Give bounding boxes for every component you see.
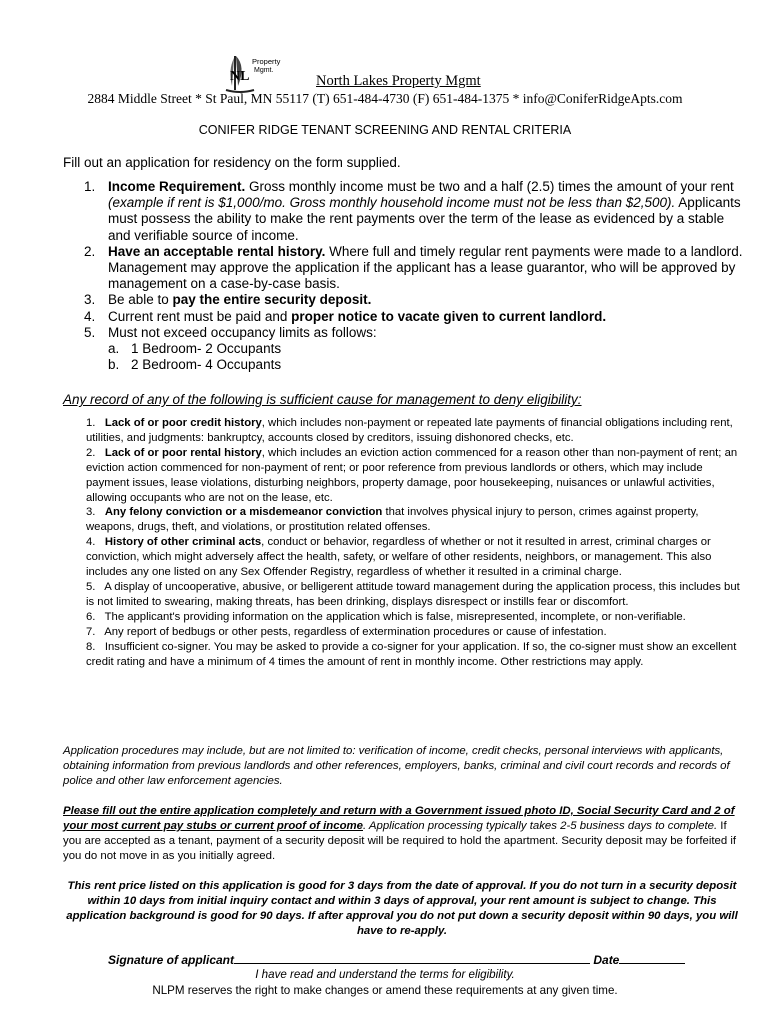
requirements-list: [84, 179, 744, 373]
requirement-item: [84, 244, 744, 293]
item-heading: Any felony conviction or a misdemeanor conviction: [104, 506, 383, 519]
signature-line[interactable]: [234, 952, 590, 964]
deny-item: [86, 580, 742, 610]
deny-item: [86, 625, 742, 640]
item-number: 5.: [86, 580, 96, 593]
item-example: (example if rent is $1,000/mo. Gross monthly household income must not be less than $2,500).: [108, 195, 676, 211]
requirement-item: [84, 179, 744, 244]
deny-list: [86, 416, 742, 669]
company-logo: [224, 50, 282, 94]
deny-item: [86, 640, 742, 670]
rent-notice: This rent price listed on this application is good for 3 days from the date of approval. If you do not turn in a security deposit within 10 days from initial inquiry contact and within 3 days of approval, your rent amount is subject to change. This application background is good for 90 days. If after approval you do not put down a security deposit within 90 days, you will have to re-apply.: [66, 880, 738, 937]
document-title: CONIFER RIDGE TENANT SCREENING AND RENTAL CRITERIA: [198, 123, 572, 137]
requirement-item: [84, 325, 744, 341]
deny-heading: Any record of any of the following is sufficient cause for management to deny eligibility:: [63, 392, 582, 407]
item-text: , conduct or behavior, regardless of whether or not it resulted in arrest, criminal charges or conviction, which might adversely affect the health, safety, or welfare of other residents, neighbors, or management. This also includes any one listed on any Sex Offender Registry, regardless of whether it resulted in a criminal charge.: [86, 536, 712, 579]
item-letter: b.: [108, 357, 120, 373]
item-number: 2.: [84, 243, 96, 259]
item-number: 2.: [86, 446, 96, 459]
item-text: Where full and timely regular rent payments were made to a landlord. Management may approve the application if the applicant has a lease guarantor, who will be approved by management on a case-by-case basis.: [108, 243, 743, 292]
item-text: Must not exceed occupancy limits as follows:: [108, 324, 377, 340]
deny-item: [86, 416, 742, 446]
occupancy-item: [84, 357, 744, 373]
item-number: 5.: [84, 324, 96, 340]
fill-out-text: If you are accepted as a tenant, payment of a security deposit will be required to hold the apartment. Security deposit may be forfeited if you do not move in as you initially agreed.: [63, 819, 737, 862]
svg-text:Property: Property: [252, 57, 281, 66]
deny-item: [86, 446, 742, 506]
date-label: Date: [590, 953, 620, 967]
item-number: 7.: [86, 625, 96, 638]
item-text: Current rent must be paid and: [108, 308, 292, 324]
item-heading: Lack of or poor credit history: [104, 417, 262, 429]
item-number: 6.: [86, 610, 96, 623]
deny-item: [86, 610, 742, 625]
fill-out-italic: . Application processing typically takes 2-5 business days to complete.: [363, 819, 718, 832]
svg-text:Mgmt.: Mgmt.: [254, 67, 274, 74]
item-text: Gross monthly income must be two and a half (2.5) times the amount of your rent: [245, 179, 734, 194]
read-terms: I have read and understand the terms for eligibility.: [255, 968, 515, 981]
item-text: Be able to: [108, 292, 173, 308]
company-name: North Lakes Property Mgmt: [316, 73, 481, 89]
requirement-item: [84, 309, 744, 325]
item-number: 3.: [84, 292, 96, 308]
item-heading: pay the entire security deposit.: [172, 292, 372, 308]
item-heading: Income Requirement.: [108, 179, 246, 194]
item-text: 2 Bedroom- 4 Occupants: [131, 357, 282, 373]
item-heading: proper notice to vacate given to current landlord.: [291, 308, 607, 324]
item-number: 3.: [86, 506, 96, 519]
item-text: , which includes non-payment or repeated late payments of financial obligations including rent, utilities, and judgments: bankruptcy, accounts closed by creditors, issuing dishonored checks, etc.: [86, 417, 733, 444]
deny-item: [86, 535, 742, 580]
signature-row: [108, 952, 685, 967]
item-heading: History of other criminal acts: [104, 536, 262, 549]
item-number: 8.: [86, 640, 96, 653]
item-text-after: Applicants must possess the ability to make the rent payments over the term of the lease as evidenced by a stable and verifiable source of income.: [108, 195, 741, 243]
item-text: Insufficient co-signer. You may be asked to provide a co-signer for your application. If so, the co-signer must show an excellent credit rating and have a minimum of 4 times the amount of rent in monthly income. Other restrictions may apply.: [86, 640, 737, 668]
occupancy-item: [84, 341, 744, 357]
procedures-paragraph: Application procedures may include, but are not limited to: verification of income, credit checks, personal interviews with applicants, obtaining information from previous landlords and other references, employers, banks, criminal and civil court records and records of police and other law enforcement agencies.: [63, 745, 730, 787]
item-heading: Have an acceptable rental history.: [108, 243, 326, 259]
item-number: 1.: [86, 417, 96, 429]
company-address: 2884 Middle Street * St Paul, MN 55117 (T) 651-484-4730 (F) 651-484-1375 * info@ConiferRidgeApts.com: [87, 91, 683, 106]
item-number: 4.: [84, 308, 96, 324]
item-heading: Lack of or poor rental history: [104, 446, 262, 459]
item-number: 1.: [84, 179, 96, 194]
item-text: 1 Bedroom- 2 Occupants: [131, 341, 282, 357]
signature-label: Signature of applicant: [108, 953, 235, 967]
reserve-notice: NLPM reserves the right to make changes or amend these requirements at any given time.: [152, 984, 618, 997]
item-text: A display of uncooperative, abusive, or belligerent attitude toward management during the application process, this includes but is not limited to swearing, making threats, has been drinking, displays disrespect or instills fear or discomfort.: [86, 580, 740, 608]
date-line[interactable]: [619, 952, 685, 964]
intro-text: Fill out an application for residency on the form supplied.: [63, 155, 401, 170]
requirement-item: [84, 292, 744, 308]
item-text: The applicant's providing information on the application which is false, misrepresented, incomplete, or non-verifiable.: [104, 610, 686, 623]
item-text: that involves physical injury to person, crimes against property, weapons, drugs, theft, and violations, or prostitution related offenses.: [86, 506, 699, 534]
fill-out-paragraph: [63, 804, 743, 864]
item-text: , which includes an eviction action commenced for a reason other than non-payment of rent; an eviction action commenced for non-payment of rent; or poor reference from previous landlords or others, which may include payment issues, lease violations, disturbing neighbors, property damage, poor housekeeping, nuisances or unlawful activities, allowing occupants who are not on the lease, etc.: [86, 446, 738, 504]
fill-out-bold: Please fill out the entire application completely and return with a Government issued photo ID, Social Security Card and 2 of your most current pay stubs or current proof of income: [63, 805, 735, 832]
item-number: 4.: [86, 536, 96, 549]
item-text: Any report of bedbugs or other pests, regardless of extermination procedures or cause of infestation.: [104, 625, 607, 638]
item-letter: a.: [108, 341, 120, 357]
svg-text:NL: NL: [230, 69, 250, 84]
deny-item: [86, 505, 742, 535]
